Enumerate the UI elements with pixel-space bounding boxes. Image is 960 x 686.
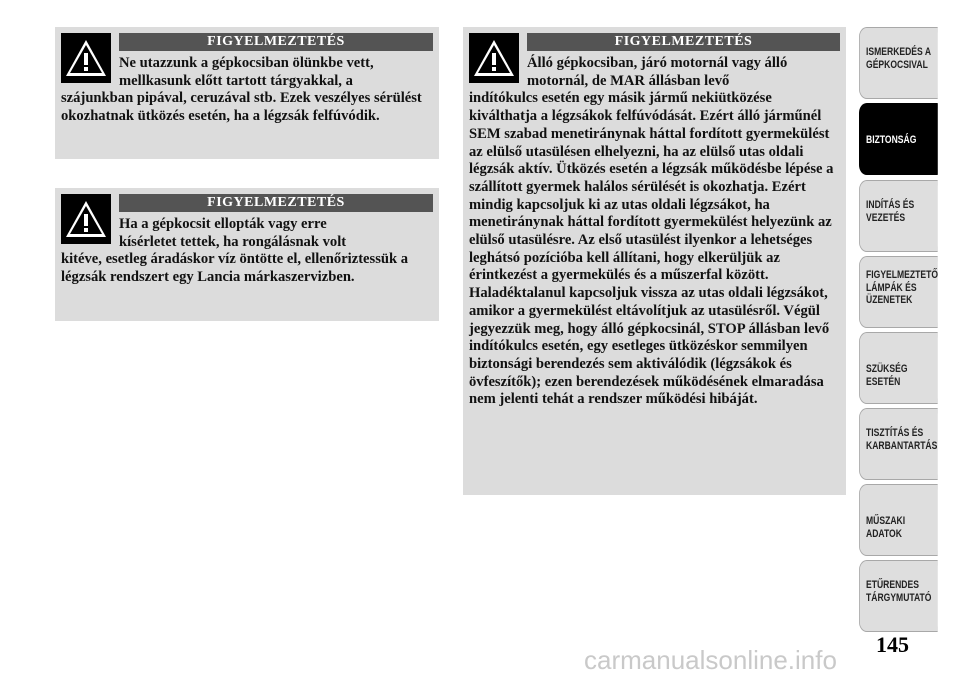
- tab-figyelmezteto[interactable]: [859, 256, 938, 328]
- tab-label: LÁMPÁK ÉS: [866, 281, 917, 294]
- tab-label: KARBANTARTÁS: [866, 439, 938, 452]
- tab-label: MŰSZAKI ADATOK: [866, 515, 906, 540]
- warning-text: [469, 51, 840, 409]
- warning-rest: kitéve, esetleg áradáskor víz öntötte el, ellenőriztessük a légzsák rendszert egy Lancia márkaszervizben.: [61, 251, 409, 286]
- warning-header: FIGYELMEZTETÉS: [119, 33, 433, 51]
- warning-header: FIGYELMEZTETÉS: [527, 33, 840, 51]
- tab-label: ISMERKEDÉS A: [866, 46, 932, 58]
- tab-targymutato[interactable]: [859, 560, 938, 632]
- tab-label: ÜZENETEK: [866, 294, 913, 306]
- warning-rest: indítókulcs esetén egy másik jármű nekiütközése kiválthatja a légzsákok felfúvódását. Ezért álló járműnél SEM szabad menetiránynak háttal fordított gyermekülést az elülső utasülésen elhelyezni, ha az elülső utas oldali légzsák aktív. Ütközés esetén a légzsák működésbe lépése a szállított gyermek halálos sérülését is okozhatja. Ezért mindig kapcsoljuk ki az utas oldali légzsákot, ha menetiránynak háttal fordított gyermekülést helyezünk az elülső utasülésre. Az első utasülést ilyenkor a lehetséges leghátsó pozícióba kell állítani, hogy elkerüljük az érintkezést a gyermekülés és a műszerfal között. Haladéktalanul kapcsoljuk vissza az utas oldali légzsákot, amikor a gyermekülést eltávolítjuk az utasülésről. Végül jegyezzük meg, hogy álló gépkocsinál, STOP állásban levő indítókulcs esetén, egy esetleges ütközéskor semmilyen biztonsági berendezés sem aktiválódik (légzsákok és övfeszítők); ezen berendezések működésének elmaradása nem jelenti tehát a rendszer működési hibáját.: [469, 90, 834, 408]
- warning-line2: mellkasunk előtt tartott tárgyakkal, a: [119, 72, 353, 89]
- tab-label: TISZTÍTÁS ÉS: [866, 427, 924, 439]
- warning-triangle-icon: [61, 194, 111, 244]
- warning-line2: kísérletet tettek, ha rongálásnak volt: [119, 233, 347, 250]
- warning-header: FIGYELMEZTETÉS: [119, 194, 433, 212]
- tab-label: TÁRGYMUTATÓ: [866, 591, 932, 604]
- tab-szukseg[interactable]: [859, 332, 938, 404]
- tab-label: VEZETÉS: [866, 211, 906, 224]
- warning-lead: Ha a gépkocsit ellopták vagy erre: [119, 216, 327, 232]
- warning-lead: Álló gépkocsiban, járó motornál vagy álló: [527, 55, 788, 71]
- tab-label: INDÍTÁS ÉS: [866, 199, 915, 211]
- tab-label: BIZTONSÁG: [866, 134, 917, 146]
- tab-label: ETŰRENDES: [866, 579, 919, 591]
- warning-line2: motornál, de MAR állásban levő: [527, 72, 730, 89]
- tab-biztonsag[interactable]: [859, 103, 938, 175]
- page-number: 145: [876, 632, 909, 657]
- tab-ismerkedes[interactable]: [859, 27, 938, 99]
- tab-label: SZÜKSÉG ESETÉN: [866, 363, 908, 388]
- warning-triangle-icon: [469, 33, 519, 83]
- warning-lead: Ne utazzunk a gépkocsiban ölünkbe vett,: [119, 55, 374, 71]
- warning-box-2: [55, 188, 439, 321]
- warning-triangle-icon: [61, 33, 111, 83]
- warning-box-1: [55, 27, 439, 159]
- warning-rest: szájunkban pipával, ceruzával stb. Ezek veszélyes sérülést okozhatnak ütközés esetén, ha a légzsák felfúvódik.: [61, 90, 422, 125]
- warning-box-3: [463, 27, 846, 495]
- tab-tisztitas[interactable]: [859, 408, 938, 480]
- warning-text: [61, 51, 433, 126]
- warning-text: [61, 212, 433, 287]
- tab-inditas[interactable]: [859, 180, 938, 252]
- tab-label: FIGYELMEZTETŐ: [866, 269, 938, 281]
- tab-muszaki[interactable]: [859, 484, 938, 556]
- tab-label: GÉPKOCSIVAL: [866, 58, 928, 71]
- watermark: carmanualsonline.info: [584, 645, 837, 675]
